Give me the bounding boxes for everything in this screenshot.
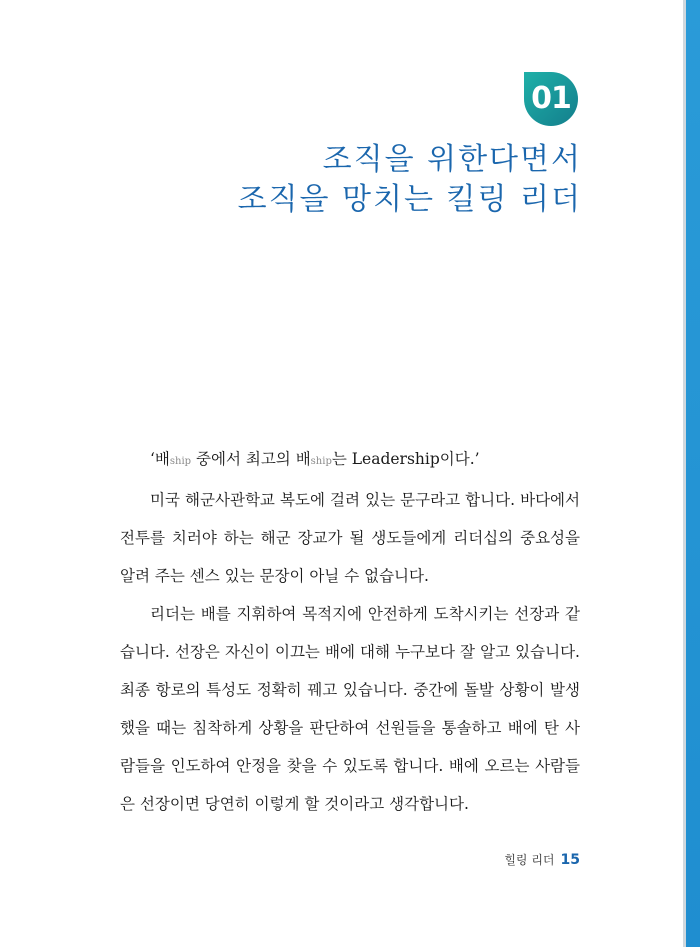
chapter-badge [522,70,580,128]
ship-annotation-1: ship [169,456,192,467]
quote-open: ‘배 [150,450,170,468]
quote-middle: 중에서 최고의 배 [191,450,311,468]
chapter-title-line-1: 조직을 위한다면서 [322,142,582,177]
page-footer [504,851,580,868]
paragraph-2: 리더는 배를 지휘하여 목적지에 안전하게 도착시키는 선장과 같습니다. 선장은 자신이 이끄는 배에 대해 누구보다 잘 알고 있습니다. 최종 항로의 특성도 정확히 꿰고 있습니다. 중간에 돌발 상황이 발생했을 때는 침착하게 상황을 판단하여 선원들을 통솔하고 배에 탄 사람들을 인도하여 안정을 찾을 수 있도록 합니다. 배에 오르는 사람들은 선장이면 당연히 이렇게 할 것이라고 생각합니다. [120,605,580,813]
paragraph-1: 미국 해군사관학교 복도에 걸려 있는 문구라고 합니다. 바다에서 전투를 치러야 하는 해군 장교가 될 생도들에게 리더십의 중요성을 알려 주는 센스 있는 문장이 아닐 수 없습니다. [120,491,580,585]
chapter-color-bar [686,0,700,947]
chapter-title [238,140,582,220]
page-number: 15 [560,852,580,868]
body-text [120,440,580,823]
quote-end: 는 Leadership이다.’ [331,450,480,468]
ship-annotation-2: ship [310,456,332,467]
quote-line [120,440,580,481]
running-title: 힐링 리더 [504,853,555,867]
chapter-number: 01 [531,81,571,116]
chapter-title-line-2: 조직을 망치는 킬링 리더 [237,182,582,217]
